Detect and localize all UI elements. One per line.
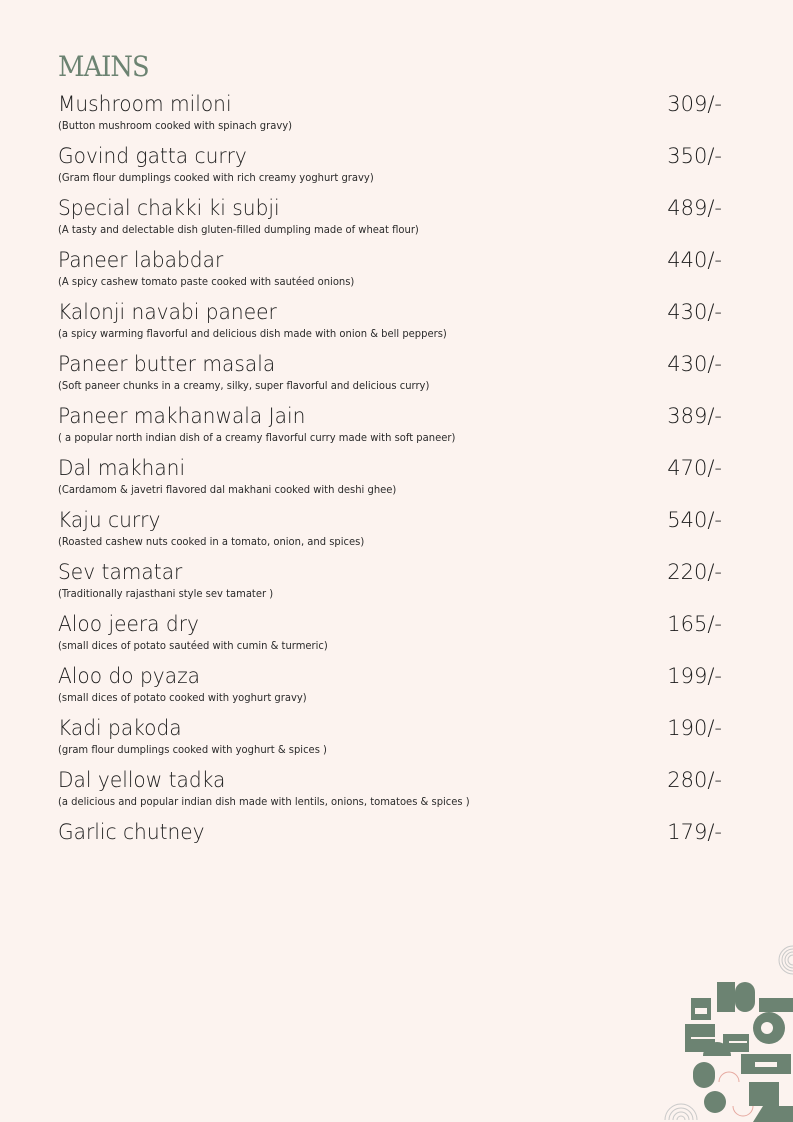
geometric-pattern-decoration bbox=[663, 942, 793, 1122]
item-price: 470/- bbox=[667, 456, 722, 480]
menu-item bbox=[58, 352, 728, 404]
item-description: (Traditionally rajasthani style sev tamater ) bbox=[58, 588, 274, 600]
menu-item bbox=[58, 300, 728, 352]
item-price: 220/- bbox=[667, 560, 722, 584]
item-name: Paneer makhanwala Jain bbox=[58, 404, 306, 428]
item-name: Dal makhani bbox=[58, 456, 186, 480]
menu-item bbox=[58, 196, 728, 248]
item-name: Kadi pakoda bbox=[58, 716, 182, 740]
item-description: (Cardamom & javetri flavored dal makhani cooked with deshi ghee) bbox=[58, 484, 397, 496]
item-description: (A spicy cashew tomato paste cooked with sautéed onions) bbox=[58, 276, 355, 288]
item-price: 440/- bbox=[667, 248, 722, 272]
item-description: (A tasty and delectable dish gluten-filled dumpling made of wheat flour) bbox=[58, 224, 419, 236]
item-name: Sev tamatar bbox=[58, 560, 183, 584]
item-name: Aloo jeera dry bbox=[58, 612, 199, 636]
item-description: (a delicious and popular indian dish made with lentils, onions, tomatoes & spices ) bbox=[58, 796, 470, 808]
item-price: 350/- bbox=[667, 144, 722, 168]
item-price: 489/- bbox=[667, 196, 722, 220]
menu-item bbox=[58, 404, 728, 456]
item-name: Mushroom miloni bbox=[58, 92, 232, 116]
item-description: (small dices of potato sautéed with cumin & turmeric) bbox=[58, 640, 328, 652]
item-name: Aloo do pyaza bbox=[58, 664, 201, 688]
item-name: Paneer butter masala bbox=[58, 352, 276, 376]
item-name: Dal yellow tadka bbox=[58, 768, 226, 792]
item-description: (gram flour dumplings cooked with yoghurt & spices ) bbox=[58, 744, 327, 756]
menu-item bbox=[58, 144, 728, 196]
item-price: 190/- bbox=[667, 716, 722, 740]
menu-item bbox=[58, 456, 728, 508]
menu-item bbox=[58, 664, 728, 716]
item-name: Special chakki ki subji bbox=[58, 196, 280, 220]
item-price: 309/- bbox=[667, 92, 722, 116]
menu-item bbox=[58, 768, 728, 820]
section-title: MAINS bbox=[58, 50, 149, 83]
item-name: Kalonji navabi paneer bbox=[58, 300, 277, 324]
menu-item bbox=[58, 560, 728, 612]
item-name: Kaju curry bbox=[58, 508, 161, 532]
item-name: Paneer lababdar bbox=[58, 248, 224, 272]
item-description: ( a popular north indian dish of a creamy flavorful curry made with soft paneer) bbox=[58, 432, 456, 444]
item-price: 199/- bbox=[667, 664, 722, 688]
menu-list bbox=[58, 92, 728, 872]
menu-item bbox=[58, 508, 728, 560]
item-price: 165/- bbox=[667, 612, 722, 636]
item-description: (small dices of potato cooked with yoghurt gravy) bbox=[58, 692, 307, 704]
menu-item bbox=[58, 716, 728, 768]
menu-item bbox=[58, 248, 728, 300]
menu-item bbox=[58, 92, 728, 144]
item-description: (Button mushroom cooked with spinach gravy) bbox=[58, 120, 293, 132]
item-price: 540/- bbox=[667, 508, 722, 532]
item-price: 430/- bbox=[667, 352, 722, 376]
item-description: (Soft paneer chunks in a creamy, silky, super flavorful and delicious curry) bbox=[58, 380, 430, 392]
item-name: Govind gatta curry bbox=[58, 144, 247, 168]
item-price: 389/- bbox=[667, 404, 722, 428]
item-price: 280/- bbox=[667, 768, 722, 792]
item-price: 179/- bbox=[667, 820, 722, 844]
menu-item bbox=[58, 820, 728, 872]
menu-item bbox=[58, 612, 728, 664]
item-description: (a spicy warming flavorful and delicious dish made with onion & bell peppers) bbox=[58, 328, 447, 340]
item-name: Garlic chutney bbox=[58, 820, 205, 844]
item-price: 430/- bbox=[667, 300, 722, 324]
item-description: (Roasted cashew nuts cooked in a tomato, onion, and spices) bbox=[58, 536, 365, 548]
item-description: (Gram flour dumplings cooked with rich creamy yoghurt gravy) bbox=[58, 172, 374, 184]
